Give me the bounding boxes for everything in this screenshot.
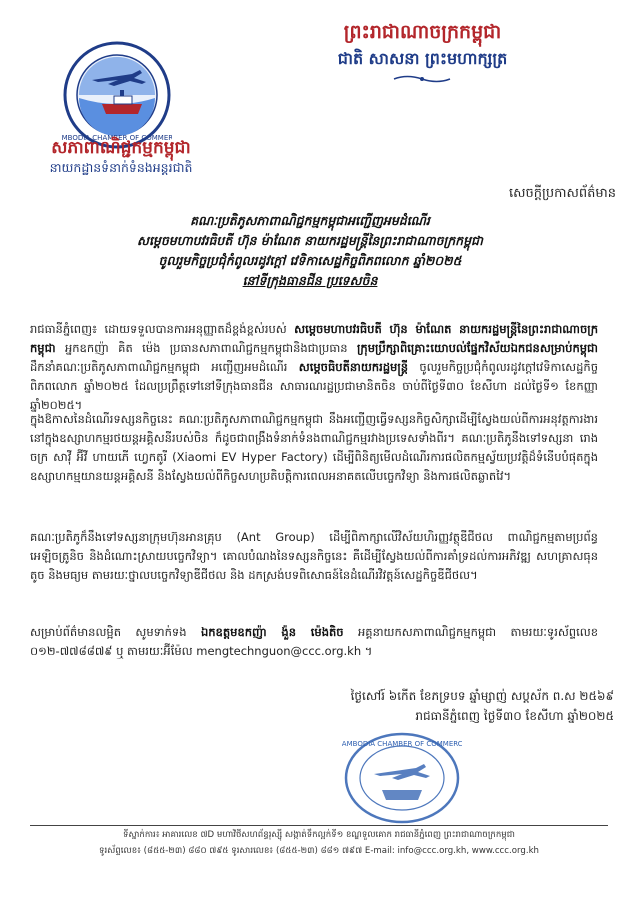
national-motto: ជាតិ សាសនា ព្រះមហាក្សត្រ bbox=[337, 49, 508, 68]
chamber-of-commerce-logo-icon bbox=[62, 40, 172, 150]
official-seal-stamp-icon bbox=[342, 730, 462, 825]
title-line: គណៈប្រតិភូសភាពាណិជ្ជកម្មកម្ពុជាអញ្ជើញអមដំណើរ bbox=[190, 213, 430, 228]
body-paragraph-3: គណៈប្រតិភូក៏នឹងទៅទស្សនាក្រុមហ៊ុនអានគ្រុប (Ant Group) ដើម្បីពិភាក្សាលើវិស័យហិរញ្ញវត្ថុឌីជីថល ពាណិជ្ជកម្មតាមប្រព័ន្ធអេឡិចត្រូនិច និងដំណោះស្រាយបច្ចេកវិទ្យា។ គោលបំណងនៃទស្សនកិច្ចនេះ គឺដើម្បីស្វែងយល់ពីការគាំទ្រដល់ការអភិវឌ្ឍ សហគ្រាសធុនតូច និងមធ្យម តាមរយៈថ្នាលបច្ចេកវិទ្យាឌីជីថល និង ដកស្រង់បទពិសោធន៍នៃដំណើរវិវត្តន៍សេដ្ឋកិច្ចឌីជីថល។ bbox=[30, 530, 598, 582]
p1-mid-2: ដឹកនាំគណៈប្រតិភូសភាពាណិជ្ជកម្មកម្ពុជា អញ្ជើញអមដំណើរ bbox=[30, 360, 288, 374]
kingdom-heading: ព្រះរាជាណាចក្រកម្ពុជា bbox=[343, 21, 502, 43]
p1-bold-prime-minister: សម្តេចមហាបវរធិបតី ហ៊ុន ម៉ាណែត នាយករដ្ឋមន្ត្រីនៃព្រះរាជាណាចក្រកម្ពុជា bbox=[30, 322, 599, 355]
organization-department: នាយកដ្ឋានទំនាក់ទំនងអន្តរជាតិ bbox=[49, 160, 193, 175]
title-line: សម្តេចមហាបវរធិបតី ហ៊ុន ម៉ាណែត នាយករដ្ឋមន្ត្រីនៃព្រះរាជាណាចក្រកម្ពុជា bbox=[137, 233, 483, 248]
footer-divider bbox=[30, 825, 608, 826]
document-type: សេចក្ដីប្រកាសព័ត៌មាន bbox=[508, 186, 616, 201]
p1-bold-council: ក្រុមប្រឹក្សាពិគ្រោះយោបល់ផ្នែកវិស័យឯកជនសម្រាប់កម្ពុជា bbox=[357, 341, 599, 355]
body-paragraph-2: ក្នុងឱកាសនៃដំណើរទស្សនកិច្ចនេះ គណៈប្រតិភូសភាពាណិជ្ជកម្មកម្ពុជា នឹងអញ្ជើញធ្វើទស្សនកិច្ចសិក្សាដើម្បីស្វែងយល់ពីការអនុវត្តការងារនៅក្នុងឧស្សាហកម្មរថយន្តអគ្គិសនីរបស់ចិន ក៏ដូចជាពង្រឹងទំនាក់ទំនងពាណិជ្ជកម្មរវាងប្រទេសទាំងពីរ។ គណៈប្រតិភូនឹងទៅទស្សនា រោងចក្រ សាវ៉ី អ៊ីវី ហាយភើ ហ្វេកតូរី (Xiaomi EV Hyper Factory) ដើម្បីពិនិត្យមើលដំណើរការផលិតកម្មស្វ័យប្រវត្តិដ៏ទំនើបបំផុតក្នុងឧស្សាហកម្មយានយន្តអគ្គិសនី និងស្វែងយល់ពីកិច្ចសហប្រតិបត្តិការពេលអនាគតលើបច្ចេកវិទ្យា និងការផលិតឆ្លាតវៃ។ bbox=[30, 412, 598, 483]
lunar-date: ថ្ងៃសៅរ៍ ៦កើត ខែភទ្របទ ឆ្នាំម្សាញ់ សប្តស័ក ព.ស ២៥៦៩ bbox=[350, 689, 614, 703]
p4-contact-details: អគ្គនាយកសភាពាណិជ្ជកម្មកម្ពុជា តាមរយៈទូរស័ព្ទលេខ ០១២-៧៧៨៨៧៩ ឬ តាមរយៈអ៊ីម៉ែល mengtechnguon@ccc.org.kh ។ bbox=[30, 625, 598, 658]
logo-ring-text: MBODIA CHAMBER OF COMMER bbox=[62, 134, 172, 142]
press-release-title bbox=[30, 211, 590, 291]
organization-name: សភាពាណិជ្ជកម្មកម្ពុជា bbox=[51, 138, 191, 158]
solar-date: រាជធានីភ្នំពេញ ថ្ងៃទី៣០ ខែសីហា ឆ្នាំ២០២៥ bbox=[415, 709, 614, 723]
p4-intro: សម្រាប់ព័ត៌មានលម្អិត សូមទាក់ទង bbox=[30, 625, 187, 639]
p1-intro: រាជធានីភ្នំពេញ៖ ដោយទទួលបានការអនុញ្ញាតដ៏ខ្ពង់ខ្ពស់របស់ bbox=[30, 322, 287, 336]
title-line: នៅទីក្រុងធានជីន ប្រទេសចិន bbox=[242, 273, 378, 288]
body-paragraph-1 bbox=[30, 320, 598, 415]
body-paragraph-4 bbox=[30, 623, 598, 661]
footer-contact: ទូរស័ព្ទលេខ៖ (៨៥៥-២៣) ៨៨០ ៧៩៥ ទូរសារលេខ៖ (៨៥៥-២៣) ៨៨១ ៧៩៧ E-mail: info@ccc.org.kh, www.ccc.org.kh bbox=[98, 846, 539, 856]
chamber-logo bbox=[62, 40, 172, 150]
p1-bold-pm-short: សម្តេចធិបតីនាយករដ្ឋមន្ត្រី bbox=[298, 360, 409, 374]
p4-contact-name: ឯកឧត្តមឧកញ៉ា ង៉ួន ម៉េងតិច bbox=[200, 625, 344, 639]
title-line: ចូលរួមកិច្ចប្រជុំកំពូលរដូវក្ដៅ វេទិកាសេដ្ឋកិច្ចពិភពលោក ឆ្នាំ២០២៥ bbox=[158, 253, 462, 268]
ornament-divider-icon bbox=[392, 74, 452, 84]
seal-ring-text: CAMBODIA CHAMBER OF COMMERCE bbox=[342, 740, 462, 748]
p1-mid: អ្នកឧកញ៉ា គិត ម៉េង ប្រធានសភាពាណិជ្ជកម្មកម្ពុជានិងជាប្រធាន bbox=[64, 341, 348, 355]
footer-address: ទីស្នាក់ការ៖ អាគារលេខ ៧D ​​មហាវិថីសហព័ន្ធរុស្ស៊ី សង្កាត់ទឹកល្អក់ទី១ ខណ្ឌទួលគោក រាជធានីភ្នំពេញ ព្រះរាជាណាចក្រកម្ពុជា bbox=[123, 830, 515, 840]
p1-rest: ចូលរួមកិច្ចប្រជុំកំពូលរដូវក្ដៅវេទិកាសេដ្ឋកិច្ចពិភពលោក ឆ្នាំ២០២៥ ដែលប្រព្រឹត្តទៅនៅទីក្រុងធានជីន សាធារណរដ្ឋប្រជាមានិតចិន ចាប់ពីថ្ងៃទី៣០ ខែសីហា ដល់ថ្ងៃទី១ ខែកញ្ញា ឆ្នាំ២០២៥។ bbox=[30, 360, 598, 412]
official-seal bbox=[342, 730, 462, 825]
